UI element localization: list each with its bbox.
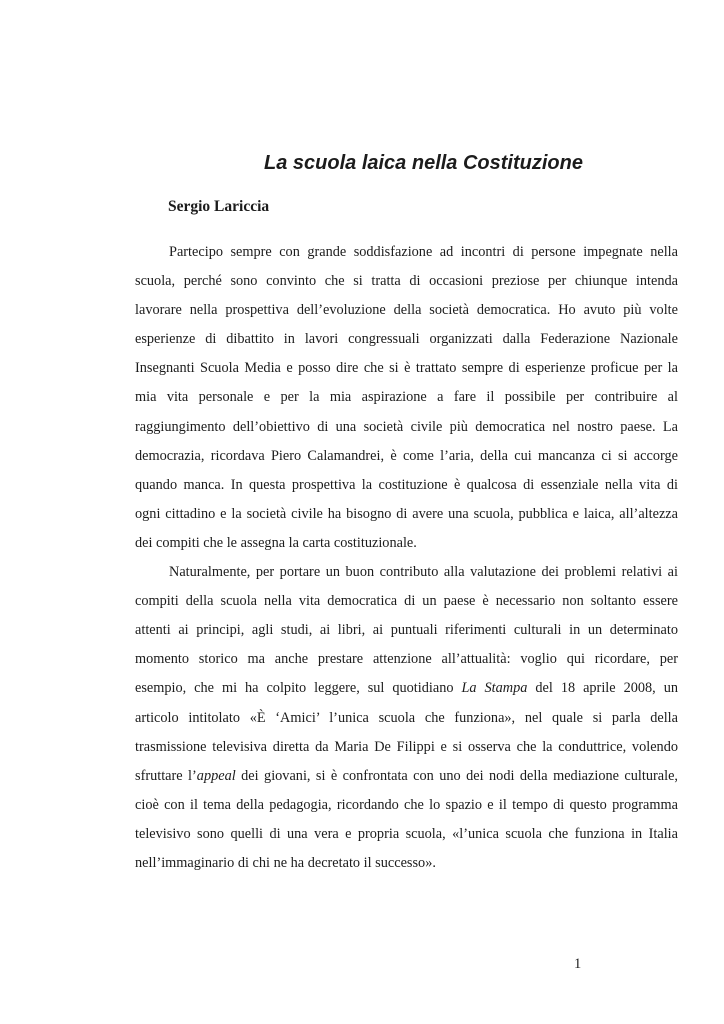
text-line xyxy=(135,791,678,820)
text-line xyxy=(135,500,678,529)
text-run: del 18 aprile 2008, un xyxy=(527,680,678,697)
text-run: cioè con il tema della pedagogia, ricordando che lo spazio e il tempo di questo programma xyxy=(135,796,678,813)
text-line xyxy=(135,645,678,674)
text-run: Naturalmente, per portare un buon contributo alla valutazione dei problemi relativi ai xyxy=(169,564,678,581)
text-run: Insegnanti Scuola Media e posso dire che si è trattato sempre di esperienze proficue per la xyxy=(135,360,678,377)
text-run: compiti della scuola nella vita democratica di un paese è necessario non soltanto essere xyxy=(135,593,678,610)
document-title: La scuola laica nella Costituzione xyxy=(264,152,583,174)
text-line xyxy=(135,820,678,849)
text-line xyxy=(135,296,678,325)
text-line xyxy=(135,471,678,500)
text-line xyxy=(135,674,678,703)
text-line xyxy=(135,558,678,587)
text-run: momento storico ma anche prestare attenzione all’attualità: voglio qui ricordare, per xyxy=(135,651,678,668)
text-run: democrazia, ricordava Piero Calamandrei, è come l’aria, della cui mancanza ci si accorge xyxy=(135,447,678,464)
italic-text-run: appeal xyxy=(196,767,236,784)
text-line xyxy=(135,616,678,645)
text-run: dei compiti che le assegna la carta costituzionale. xyxy=(135,534,417,551)
text-run: nell’immaginario di chi ne ha decretato il successo». xyxy=(135,854,436,871)
text-run: quando manca. In questa prospettiva la costituzione è qualcosa di essenziale nella vita di xyxy=(135,476,678,493)
text-line xyxy=(135,383,678,412)
text-line xyxy=(135,733,678,762)
text-run: esperienze di dibattito in lavori congressuali organizzati dalla Federazione Nazionale xyxy=(135,331,678,348)
text-line xyxy=(135,325,678,354)
text-run: dei giovani, si è confrontata con uno dei nodi della mediazione culturale, xyxy=(235,767,678,784)
text-line xyxy=(135,762,678,791)
text-line xyxy=(135,704,678,733)
text-run: attenti ai principi, agli studi, ai libri, ai puntuali riferimenti culturali in un determinato xyxy=(135,622,678,639)
text-line xyxy=(135,354,678,383)
page-number: 1 xyxy=(574,956,582,972)
text-line xyxy=(135,849,678,878)
text-run: esempio, che mi ha colpito leggere, sul quotidiano xyxy=(135,680,462,697)
text-run: sfruttare l’ xyxy=(135,767,197,784)
text-run: lavorare nella prospettiva dell’evoluzione della società democratica. Ho avuto più volte xyxy=(135,302,678,319)
text-line xyxy=(135,413,678,442)
text-line xyxy=(135,267,678,296)
text-line xyxy=(135,442,678,471)
text-run: Partecipo sempre con grande soddisfazione ad incontri di persone impegnate nella xyxy=(169,244,678,260)
document-body xyxy=(135,238,678,878)
text-run: articolo intitolato «È ‘Amici’ l’unica scuola che funziona», nel quale si parla della xyxy=(135,709,678,726)
text-run: ogni cittadino e la società civile ha bisogno di avere una scuola, pubblica e laica, all’altezza xyxy=(135,505,678,522)
italic-text-run: La Stampa xyxy=(461,680,528,697)
text-line xyxy=(135,238,678,267)
text-run: trasmissione televisiva diretta da Maria De Filippi e si osserva che la conduttrice, volendo xyxy=(135,738,678,755)
author-name: Sergio Lariccia xyxy=(168,198,270,215)
text-run: televisivo sono quelli di una vera e propria scuola, «l’unica scuola che funziona in Italia xyxy=(135,825,678,842)
text-line xyxy=(135,587,678,616)
text-run: raggiungimento dell’obiettivo di una società civile più democratica nel nostro paese. La xyxy=(135,418,678,435)
text-line xyxy=(135,529,678,558)
text-run: mia vita personale e per la mia aspirazione a fare il possibile per contribuire al xyxy=(135,389,678,406)
text-run: scuola, perché sono convinto che si tratta di occasioni preziose per chiunque intenda xyxy=(135,273,678,290)
